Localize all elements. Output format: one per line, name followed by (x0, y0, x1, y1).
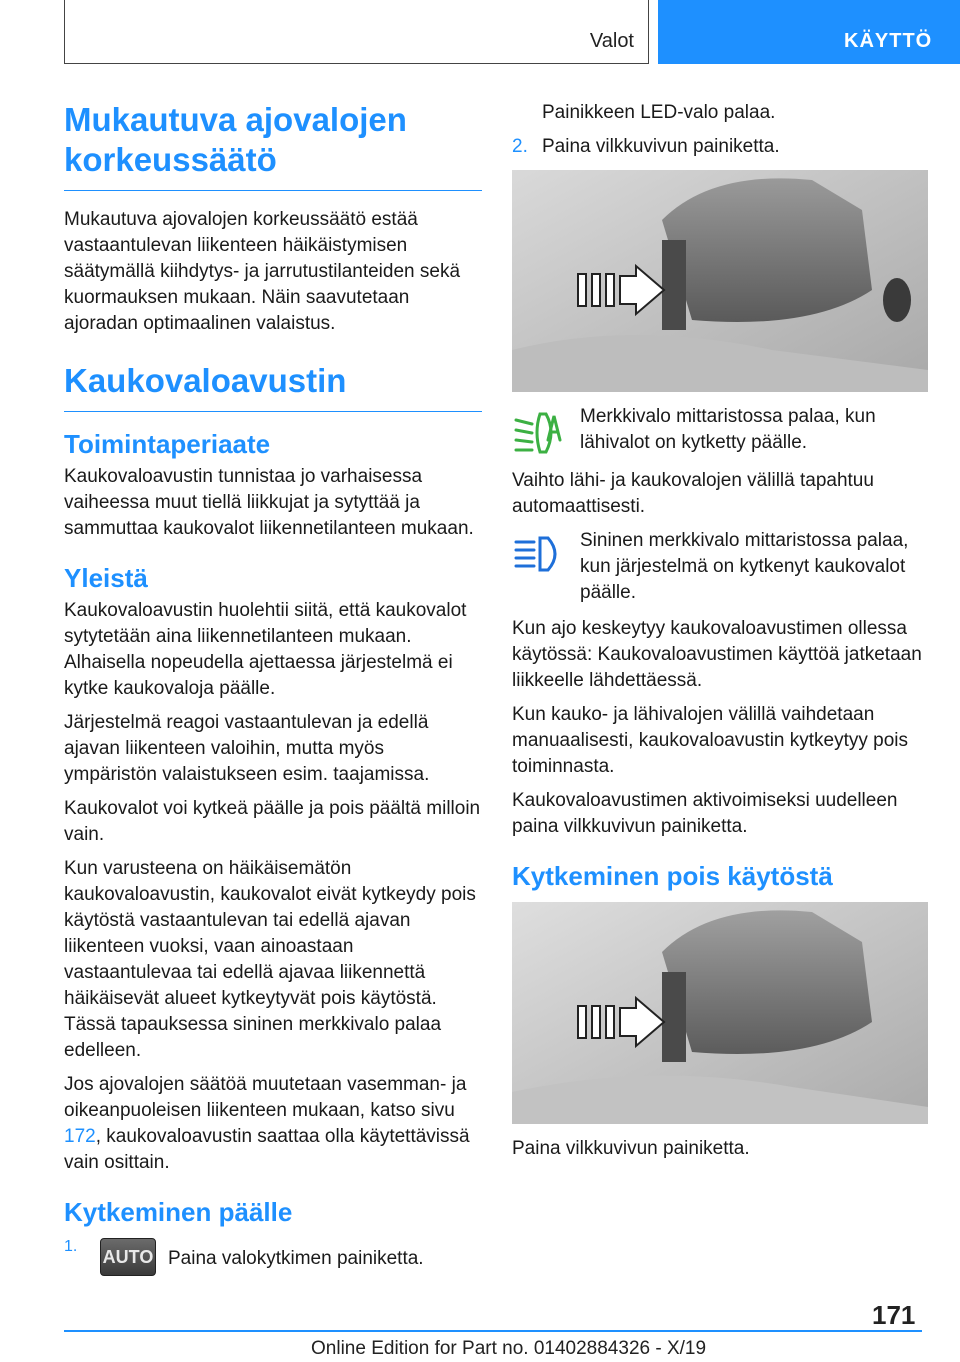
auto-low-beam-indicator-icon (512, 404, 566, 458)
general-paragraph-2: Järjestelmä reagoi vastaantulevan ja edellä ajavan liikenteen valoihin, mutta myös ympäristön valaistukseen esim. taajamissa. (64, 712, 430, 785)
subtitle-principle: Toimintaperiaate (64, 429, 271, 459)
footer-divider (64, 1330, 922, 1332)
chapter-label: KÄYTTÖ (844, 30, 933, 52)
leveling-intro: Mukautuva ajovalojen korkeussäätö estää vastaantulevan liikenteen häikäistymisen säätymällä kiihdytys- ja jarrutustilanteiden sekä kuormauksen mukaan. Näin saavutetaan ajoradan optimaalinen valaistus. (64, 209, 461, 334)
page-number: 171 (872, 1300, 916, 1330)
p5-text-a: Jos ajovalojen säätöä muutetaan vasemman- ja oikeanpuoleisen liikenteen mukaan, katso sivu (64, 1074, 467, 1121)
auto-switch-text: Vaihto lähi- ja kaukovalojen välillä tapahtuu automaattisesti. (512, 470, 874, 517)
indicator-low-beam-text: Merkkivalo mittaristossa palaa, kun lähivalot on kytketty päälle. (580, 406, 876, 453)
right-column (512, 100, 930, 1170)
step-2-number: 2. (512, 136, 528, 157)
section-title-high-beam-assistant: Kaukovaloavustin (64, 361, 482, 412)
left-column (64, 100, 482, 1276)
footer-edition: Online Edition for Part no. 01402884326 - X/19 (311, 1338, 707, 1359)
header-frame (64, 0, 649, 64)
indicator-high-beam-text: Sininen merkkivalo mittaristossa palaa, kun järjestelmä on kytkenyt kaukovalot päälle. (580, 530, 909, 603)
section-title-headlight-leveling: Mukautuva ajovalojen korkeussäätö (64, 100, 482, 191)
subtitle-general: Yleistä (64, 563, 148, 593)
indicator-row-low-beam (512, 404, 930, 458)
step-2 (512, 134, 930, 160)
step-1-text: Paina valokytkimen painiketta. (168, 1248, 424, 1269)
step-1 (64, 1238, 482, 1276)
step-1-number: 1. (64, 1238, 78, 1255)
page-link-172[interactable]: 172 (64, 1126, 96, 1147)
header-section-title: Valot (589, 30, 634, 52)
subtitle-switch-off: Kytkeminen pois käytöstä (512, 861, 833, 891)
principle-text: Kaukovaloavustin tunnistaa jo varhaisessa vaiheessa muut tiellä liikkujat ja sytyttää ja sammuttaa kaukovalot liikennetilanteen mukaan. (64, 466, 474, 539)
header-chapter-tab (658, 0, 960, 64)
auto-button-icon (100, 1238, 156, 1276)
turn-signal-lever-illustration-2 (512, 902, 928, 1124)
auto-button-label: AUTO (102, 1246, 154, 1267)
switch-off-text: Paina vilkkuvivun painiketta. (512, 1138, 750, 1159)
step-1-continued-text: Painikkeen LED-valo palaa. (542, 102, 776, 123)
interrupt-text: Kun ajo keskeytyy kaukovaloavustimen ollessa käytössä: Kaukovaloavustimen käyttöä jatketaan liikkeelle lähdettäessä. (512, 618, 922, 691)
general-paragraph-1: Kaukovaloavustin huolehtii siitä, että kaukovalot sytytetään aina liikennetilanteen mukaan. Alhaisella nopeudella ajettaessa järjestelmä ei kytke kaukovaloja päälle. (64, 600, 467, 699)
turn-signal-lever-illustration-1 (512, 170, 928, 392)
p5-text-b: , kaukovaloavustin saattaa olla käytettävissä vain osittain. (64, 1126, 470, 1173)
general-paragraph-4: Kun varusteena on häikäisemätön kaukovaloavustin, kaukovalot eivät kytkeydy pois käytöstä vastaantulevan tai edellä ajavan liikenteen vuoksi, vaan ainoastaan vastaantulevaa tai edellä ajavaa liikennettä häikäisevät alueet kytkeytyvät pois käytöstä. Tässä tapauksessa sininen merkkivalo palaa edelleen. (64, 858, 476, 1061)
high-beam-indicator-icon (512, 528, 566, 582)
step-1-continued (512, 100, 930, 126)
indicator-row-high-beam (512, 528, 930, 606)
step-2-text: Paina vilkkuvivun painiketta. (542, 136, 780, 157)
manual-switch-text: Kun kauko- ja lähivalojen välillä vaihdetaan manuaalisesti, kaukovaloavustin kytkeytyy pois toiminnasta. (512, 704, 909, 777)
general-paragraph-3: Kaukovalot voi kytkeä päälle ja pois päältä milloin vain. (64, 798, 481, 845)
general-paragraph-5 (64, 1072, 482, 1176)
reactivate-text: Kaukovaloavustimen aktivoimiseksi uudelleen paina vilkkuvivun painiketta. (512, 790, 898, 837)
subtitle-switch-on: Kytkeminen päälle (64, 1197, 293, 1227)
